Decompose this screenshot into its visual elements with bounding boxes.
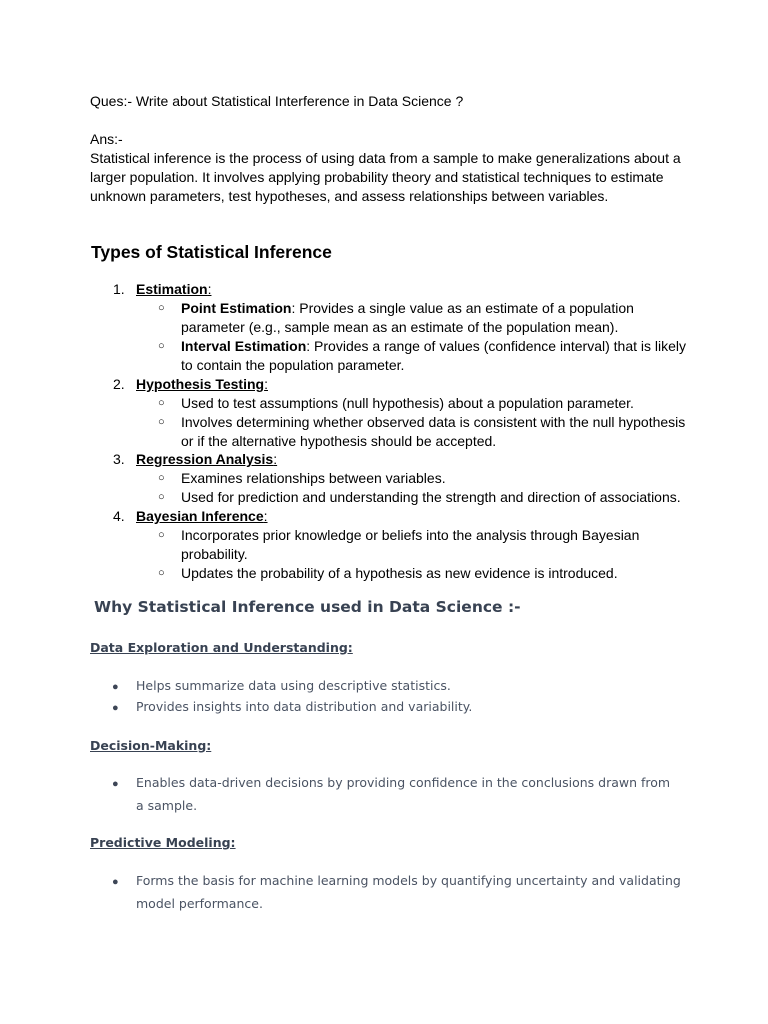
list-item: Helps summarize data using descriptive statistics. xyxy=(136,678,451,693)
list-item-title xyxy=(136,450,277,469)
list-subitem: Updates the probability of a hypothesis as new evidence is introduced. xyxy=(181,565,618,581)
list-item-title-text: Regression Analysis xyxy=(136,451,274,467)
circle-bullet-icon: ○ xyxy=(158,302,165,314)
types-heading: Types of Statistical Inference xyxy=(91,242,332,262)
list-subitem: Incorporates prior knowledge or beliefs into the analysis through Bayesian probability. xyxy=(181,527,640,562)
section-title: Decision-Making: xyxy=(90,738,212,753)
list-number: 4. xyxy=(113,508,125,524)
list-subitem: Used for prediction and understanding the strength and direction of associations. xyxy=(181,489,681,505)
section-title: Predictive Modeling: xyxy=(90,835,236,850)
list-subitem xyxy=(181,299,686,337)
list-item-title xyxy=(136,375,268,394)
dot-bullet-icon: ● xyxy=(112,876,119,888)
dot-bullet-icon: ● xyxy=(112,778,119,790)
list-subitem: Used to test assumptions (null hypothesis) about a population parameter. xyxy=(181,395,634,411)
list-subitem: Involves determining whether observed data is consistent with the null hypothesis or if the alternative hypothesis should be accepted. xyxy=(181,414,686,449)
question-text: Ques:- Write about Statistical Interference in Data Science ? xyxy=(90,93,464,109)
list-item: Enables data-driven decisions by providing confidence in the conclusions drawn from a sample. xyxy=(136,775,671,813)
answer-body: Statistical inference is the process of using data from a sample to make generalizations about a larger population. It involves applying probability theory and statistical techniques to estimate unknown parameters, test hypotheses, and assess relationships between variables. xyxy=(90,150,681,204)
answer-label: Ans:- xyxy=(90,131,123,147)
list-number: 3. xyxy=(113,451,125,467)
circle-bullet-icon: ○ xyxy=(158,397,165,409)
colon: : xyxy=(273,451,278,467)
colon: : xyxy=(263,508,268,524)
list-number: 2. xyxy=(113,376,125,392)
why-heading: Why Statistical Inference used in Data Science :- xyxy=(94,598,521,616)
dot-bullet-icon: ● xyxy=(112,702,119,714)
circle-bullet-icon: ○ xyxy=(158,472,165,484)
list-item: Forms the basis for machine learning models by quantifying uncertainty and validating model performance. xyxy=(136,873,681,911)
list-item-title-text: Estimation xyxy=(136,281,208,297)
list-item-title xyxy=(136,280,211,299)
circle-bullet-icon: ○ xyxy=(158,491,165,503)
subitem-bold: Interval Estimation xyxy=(181,338,307,354)
circle-bullet-icon: ○ xyxy=(158,567,165,579)
circle-bullet-icon: ○ xyxy=(158,529,165,541)
list-subitem xyxy=(181,337,686,375)
list-item-title-text: Hypothesis Testing xyxy=(136,376,265,392)
list-item-title-text: Bayesian Inference xyxy=(136,508,264,524)
list-subitem: Examines relationships between variables. xyxy=(181,470,446,486)
list-number: 1. xyxy=(113,281,125,297)
colon: : xyxy=(207,281,212,297)
circle-bullet-icon: ○ xyxy=(158,340,165,352)
colon: : xyxy=(264,376,268,392)
list-item: Provides insights into data distribution and variability. xyxy=(136,699,473,714)
subitem-bold: Point Estimation xyxy=(181,300,292,316)
section-title: Data Exploration and Understanding: xyxy=(90,640,353,655)
list-item-title xyxy=(136,507,268,526)
subitem-text: : Provides a single value as an estimate of a population parameter (e.g., sample mean as an estimate of the population mean). xyxy=(181,300,634,335)
dot-bullet-icon: ● xyxy=(112,681,119,693)
subitem-text: : Provides a range of values (confidence interval) that is likely to contain the population parameter. xyxy=(181,338,687,373)
circle-bullet-icon: ○ xyxy=(158,416,165,428)
